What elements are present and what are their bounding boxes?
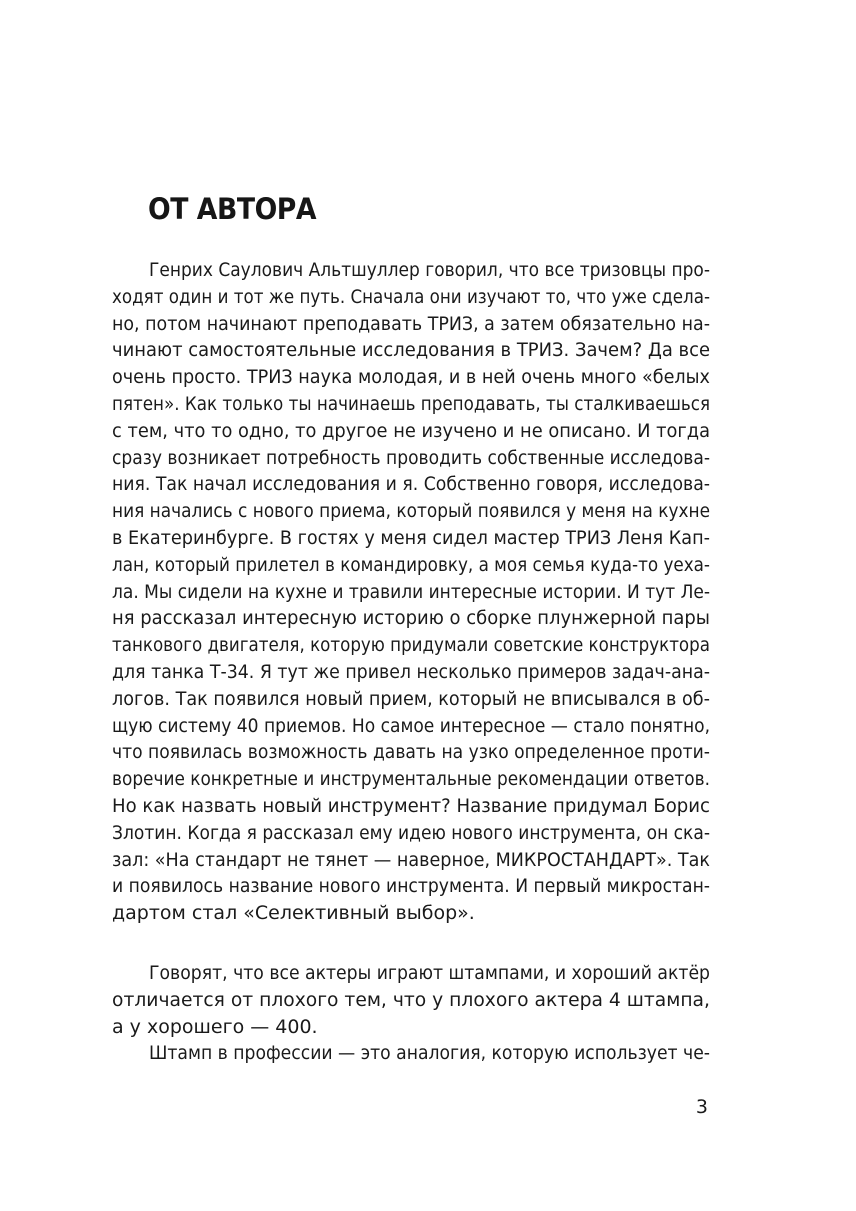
text-line: а у хорошего — 400. bbox=[112, 1015, 318, 1038]
text-line: с тем, что то одно, то другое не изучено и не описано. И тогда bbox=[112, 419, 710, 442]
text-line: ходят один и тот же путь. Сначала они изучают то, что уже сдела- bbox=[112, 285, 711, 308]
page-number: 3 bbox=[695, 1096, 708, 1118]
text-line: ла. Мы сидели на кухне и травили интересные истории. И тут Ле- bbox=[112, 580, 711, 603]
text-line: Злотин. Когда я рассказал ему идею нового инструмента, он ска- bbox=[112, 821, 711, 844]
paragraph-2 bbox=[112, 960, 710, 1067]
text-line: чинают самостоятельные исследования в ТРИЗ. Зачем? Да все bbox=[112, 339, 711, 362]
text-line: и появилось название нового инструмента. И первый микростан- bbox=[112, 875, 711, 898]
chapter-heading: ОТ АВТОРА bbox=[148, 192, 317, 226]
text-line: танкового двигателя, которую придумали советские конструктора bbox=[112, 634, 710, 657]
text-line: ня рассказал интересную историю о сборке плунжерной пары bbox=[112, 607, 711, 630]
text-line: отличается от плохого тем, что у плохого актера 4 штампа, bbox=[112, 988, 710, 1011]
text-line: Генрих Саулович Альтшуллер говорил, что все тризовцы про- bbox=[149, 259, 711, 281]
text-line: пятен». Как только ты начинаешь преподавать, ты сталкиваешься bbox=[112, 392, 711, 415]
text-line: лан, который прилетел в командировку, а моя семья куда-то уеха- bbox=[112, 553, 710, 576]
paragraph-3-line: Штамп в профессии — это аналогия, которую использует че- bbox=[149, 1042, 711, 1065]
text-line: воречие конкретные и инструментальные рекомендации ответов. bbox=[112, 768, 710, 791]
text-line: логов. Так появился новый прием, который не вписывался в об- bbox=[112, 687, 710, 710]
text-line: что появилась возможность давать на узко определенное проти- bbox=[112, 741, 710, 764]
text-line: дартом стал «Селективный выбор». bbox=[112, 902, 475, 925]
text-line: ния. Так начал исследования и я. Собственно говоря, исследова- bbox=[112, 473, 711, 496]
text-line: для танка Т-34. Я тут же привел несколько примеров задач-ана- bbox=[112, 660, 710, 683]
text-line: сразу возникает потребность проводить собственные исследова- bbox=[112, 446, 711, 469]
text-line: очень просто. ТРИЗ наука молодая, и в ней очень много «белых bbox=[112, 366, 710, 389]
text-line: но, потом начинают преподавать ТРИЗ, а затем обязательно на- bbox=[112, 312, 711, 335]
text-line: Но как назвать новый инструмент? Название придумал Борис bbox=[112, 794, 711, 817]
text-line: Говорят, что все актеры играют штампами, и хороший актёр bbox=[149, 962, 710, 984]
paragraph-1 bbox=[112, 257, 710, 927]
text-line: ния начались с нового приема, который появился у меня на кухне bbox=[112, 500, 711, 523]
text-line: зал: «На стандарт не тянет — наверное, МИКРОСТАНДАРТ». Так bbox=[112, 848, 711, 871]
text-line: щую систему 40 приемов. Но самое интересное — стало понятно, bbox=[112, 714, 711, 737]
text-line: в Екатеринбурге. В гостях у меня сидел мастер ТРИЗ Леня Кап- bbox=[112, 526, 711, 549]
